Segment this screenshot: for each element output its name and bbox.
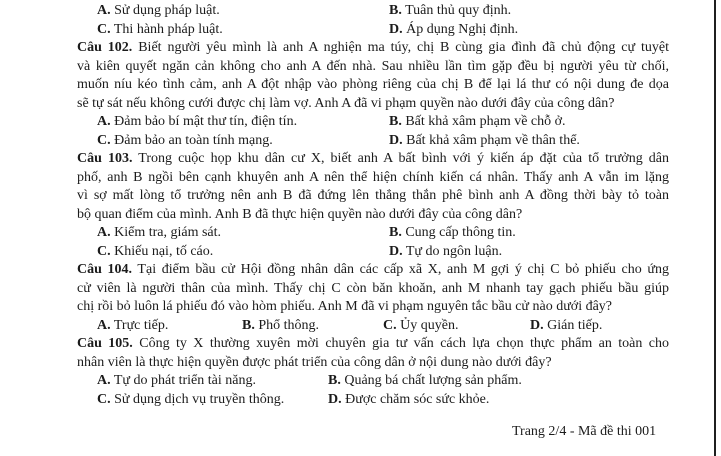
question-102-line-1 [77, 39, 669, 58]
carryover-options-row-ab [77, 2, 669, 21]
option-letter: B. [389, 3, 402, 18]
question-103-line-1 [77, 150, 669, 169]
question-105-options-row-ab [77, 372, 669, 391]
question-number: Câu 102. [77, 40, 133, 55]
scan-edge-line [714, 0, 716, 456]
question-103-option-b [389, 224, 516, 243]
option-letter: B. [328, 373, 341, 388]
question-104-option-c [383, 317, 458, 336]
option-text: Sử dụng dịch vụ truyền thông. [114, 392, 285, 407]
option-letter: A. [97, 3, 111, 18]
option-letter: C. [97, 244, 111, 259]
question-105-option-c [97, 391, 284, 410]
option-text: Thi hành pháp luật. [113, 22, 223, 37]
question-104-options-row [77, 317, 669, 336]
carryover-option-d [389, 21, 518, 40]
option-text: Áp dụng Nghị định. [406, 22, 519, 37]
question-104-line-1 [77, 261, 669, 280]
option-letter: C. [383, 318, 397, 333]
question-text: Biết người yêu mình là anh A nghiện ma túy, chị B cùng gia đình đã chủ động cự tuyệt [138, 40, 669, 55]
question-102-option-a [97, 113, 297, 132]
question-102-line-3: muốn níu kéo tình cảm, anh A đột nhập vào phòng riêng của chị B để lại lá thư có nội dung đe dọa [77, 77, 669, 92]
question-number: Câu 104. [77, 262, 133, 277]
question-105-option-a [97, 372, 256, 391]
carryover-options-row-cd [77, 21, 669, 40]
option-text: Bất khả xâm phạm về thân thể. [406, 133, 580, 148]
question-number: Câu 105. [77, 336, 133, 351]
carryover-option-c [97, 21, 223, 40]
question-102-options-row-cd [77, 132, 669, 151]
option-letter: C. [97, 22, 111, 37]
option-letter: D. [328, 392, 342, 407]
question-102-option-d [389, 132, 580, 151]
option-letter: D. [389, 244, 403, 259]
option-letter: A. [97, 114, 111, 129]
option-text: Trực tiếp. [113, 318, 169, 333]
question-105-option-d [328, 391, 489, 410]
option-letter: C. [97, 392, 111, 407]
option-text: Tuân thủ quy định. [405, 3, 512, 18]
option-letter: D. [389, 133, 403, 148]
question-102-line-4: sẽ tự sát nếu không cưới được chị làm vợ. Anh A đã vi phạm quyền nào dưới đây của công dân? [77, 96, 615, 111]
question-text: Trong cuộc họp khu dân cư X, biết anh A bất bình với ý kiến áp đặt của tổ trưởng dân [138, 151, 669, 166]
option-text: Kiểm tra, giám sát. [114, 225, 222, 240]
question-text: Công ty X thường xuyên mời chuyên gia tư vấn cách lựa chọn thực phẩm an toàn cho [139, 336, 669, 351]
option-letter: A. [97, 373, 111, 388]
option-text: Được chăm sóc sức khỏe. [345, 392, 490, 407]
question-103-option-a [97, 224, 221, 243]
carryover-option-a [97, 2, 220, 21]
option-text: Đảm bảo bí mật thư tín, điện tín. [114, 114, 298, 129]
question-103-line-3: vì sợ mất lòng tổ trưởng nên anh B đã đứng lên thẳng thắn phê bình anh A đồng thời bày tỏ toàn [77, 188, 669, 203]
question-102-option-b [389, 113, 566, 132]
question-104-line-2: cử viên là người thân của mình. Thấy chị C còn băn khoăn, anh M nhanh tay gạch phiếu bầu giúp [77, 281, 669, 296]
option-text: Quảng bá chất lượng sản phẩm. [344, 373, 522, 388]
option-letter: A. [97, 318, 111, 333]
option-text: Gián tiếp. [547, 318, 603, 333]
option-text: Tự do ngôn luận. [405, 244, 503, 259]
option-text: Sử dụng pháp luật. [114, 3, 220, 18]
question-number: Câu 103. [77, 151, 133, 166]
option-letter: D. [530, 318, 544, 333]
question-105-line-2: nhân viên là thực hiện quyền được phát triển của công dân ở nội dung nào dưới đây? [77, 355, 552, 370]
question-103-line-4: bộ quan điểm của mình. Anh B đã thực hiện quyền nào dưới đây của công dân? [77, 207, 523, 222]
question-104-option-a [97, 317, 168, 336]
question-103-options-row-ab [77, 224, 669, 243]
question-105-line-1 [77, 335, 669, 354]
option-text: Tự do phát triển tài năng. [113, 373, 256, 388]
question-text: Tại điểm bầu cử Hội đồng nhân dân các cấp xã X, anh M gợi ý chị C bỏ phiếu cho ứng [137, 262, 669, 277]
carryover-option-b [389, 2, 511, 21]
option-text: Ủy quyền. [400, 318, 459, 333]
option-letter: B. [389, 114, 402, 129]
page-footer: Trang 2/4 - Mã đề thi 001 [512, 424, 657, 439]
option-letter: D. [389, 22, 403, 37]
question-105-option-b [328, 372, 522, 391]
option-letter: B. [242, 318, 255, 333]
option-text: Đảm bảo an toàn tính mạng. [114, 133, 273, 148]
option-letter: B. [389, 225, 402, 240]
option-text: Bất khả xâm phạm về chỗ ở. [405, 114, 566, 129]
question-102-line-2: và kiên quyết ngăn cản không cho anh A đến nhà. Sau nhiều lần tìm gặp đều bị người yêu từ chối, [77, 59, 669, 74]
option-text: Khiếu nại, tố cáo. [114, 244, 214, 259]
option-text: Cung cấp thông tin. [405, 225, 516, 240]
option-letter: A. [97, 225, 111, 240]
question-104-line-3: chị rồi bỏ luôn lá phiếu đó vào hòm phiếu. Anh M đã vi phạm nguyên tắc bầu cử nào dưới đây? [77, 299, 613, 314]
question-103-options-row-cd [77, 243, 669, 262]
option-letter: C. [97, 133, 111, 148]
question-103-option-d [389, 243, 502, 262]
question-105-options-row-cd [77, 391, 669, 410]
question-102-option-c [97, 132, 273, 151]
option-text: Phổ thông. [258, 318, 320, 333]
question-102-options-row-ab [77, 113, 669, 132]
question-103-line-2: phố, anh B ngồi bên cạnh khuyên anh A nên thể hiện chính kiến cá nhân. Thấy anh A vẫn im lặng [77, 170, 669, 185]
question-103-option-c [97, 243, 213, 262]
question-104-option-b [242, 317, 319, 336]
question-104-option-d [530, 317, 602, 336]
